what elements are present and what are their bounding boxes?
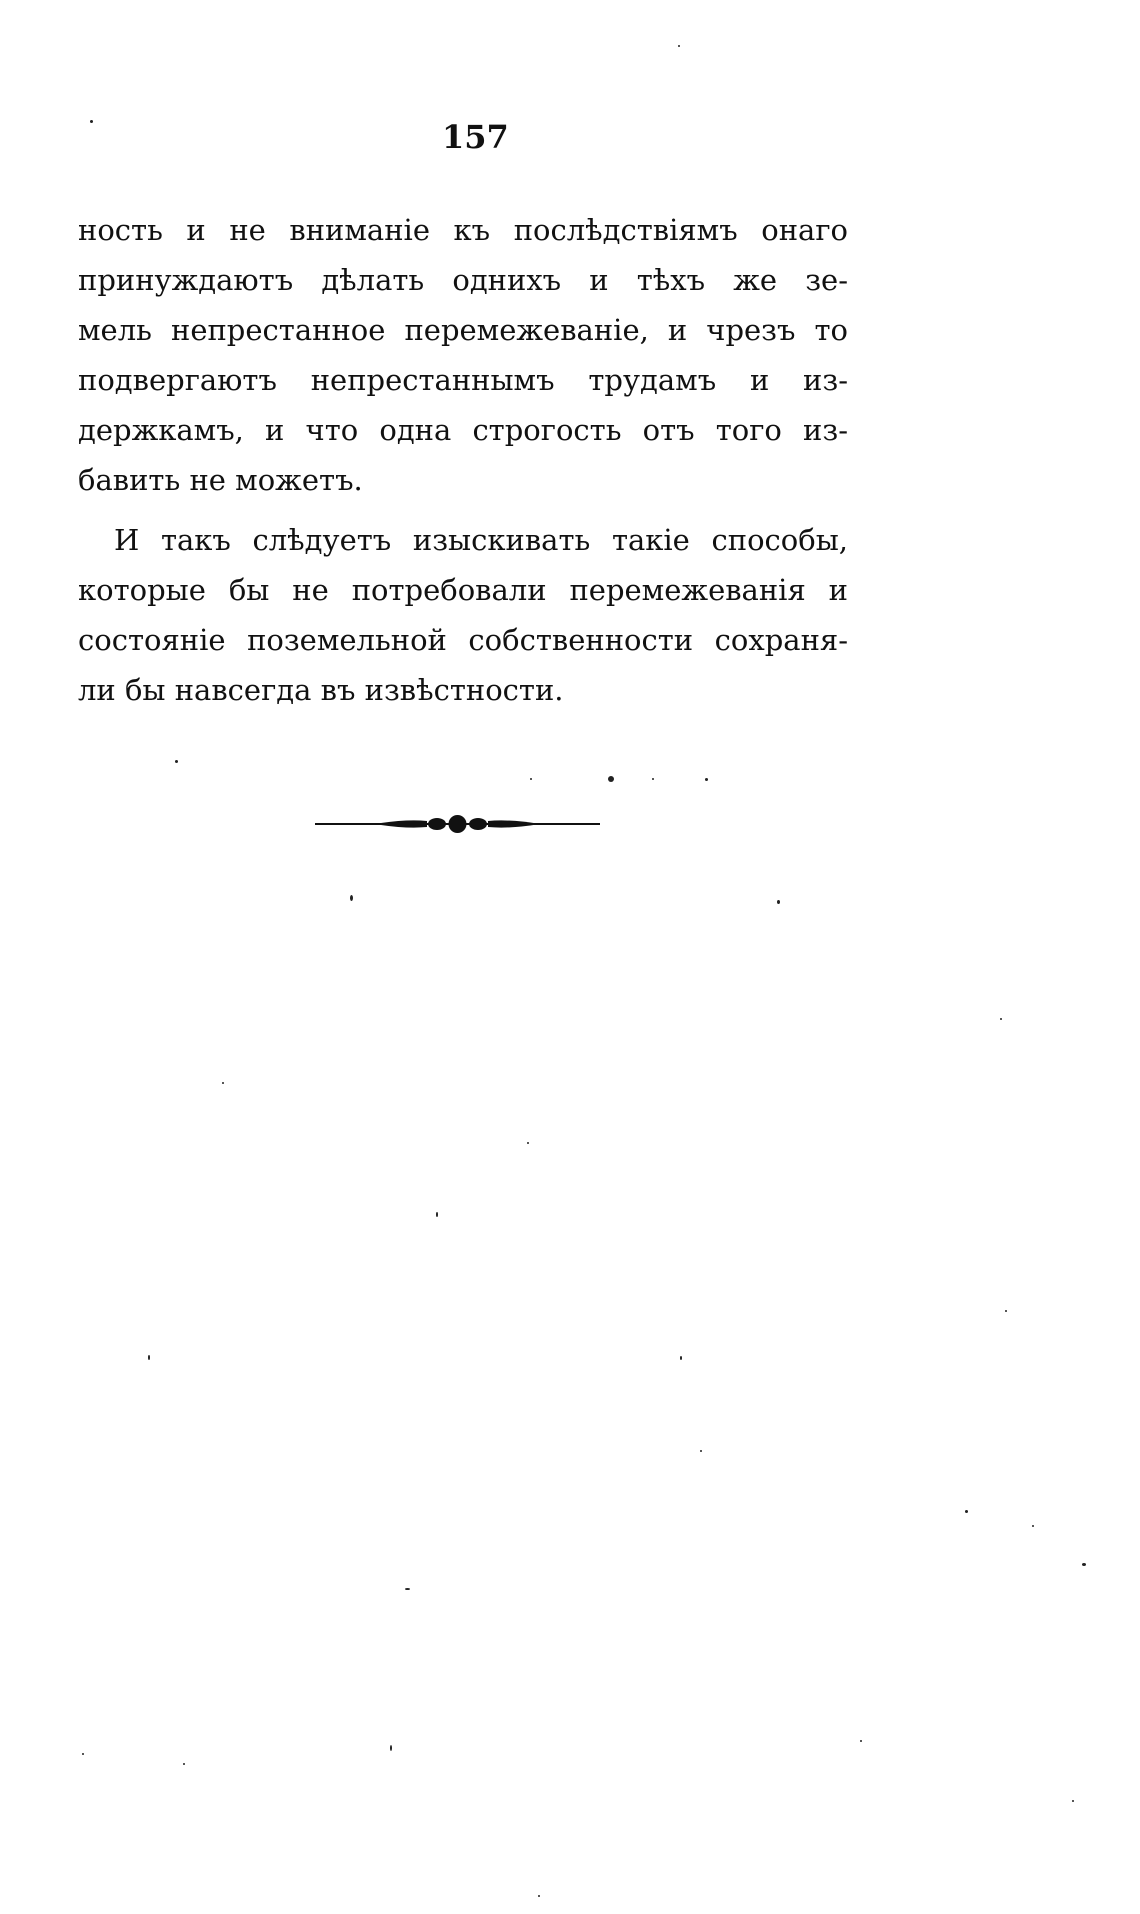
- scan-speck: [705, 778, 708, 781]
- scan-speck: [1072, 1800, 1074, 1802]
- scan-speck: [680, 1356, 682, 1360]
- scan-speck: [530, 778, 532, 780]
- scan-speck: [390, 1745, 392, 1751]
- scan-speck: [350, 895, 353, 901]
- page-number: 157: [442, 118, 509, 156]
- text-line: состояніе поземельной собственности сохраня-: [78, 623, 848, 657]
- body-text: [78, 205, 848, 715]
- scan-speck: [538, 1895, 540, 1897]
- scan-speck: [405, 1588, 410, 1590]
- text-line: мель непрестанное перемежеваніе, и чрезъ то: [78, 313, 848, 347]
- scan-speck: [1082, 1563, 1086, 1566]
- scan-speck: [700, 1450, 702, 1452]
- scan-speck: [1005, 1310, 1007, 1312]
- scan-speck: [175, 760, 178, 763]
- scan-speck: [1000, 1018, 1002, 1020]
- text-line: держкамъ, и что одна строгость отъ того из-: [78, 413, 848, 447]
- text-line: бавить не можетъ.: [78, 463, 363, 497]
- text-line: ность и не вниманіе къ послѣдствіямъ онаго: [78, 213, 848, 247]
- scan-speck: [965, 1510, 968, 1513]
- decorative-rule-ornament: [315, 813, 600, 835]
- scan-speck: [90, 120, 93, 123]
- text-line: подвергаютъ непрестаннымъ трудамъ и из-: [78, 363, 848, 397]
- scan-speck: [183, 1763, 185, 1765]
- scan-speck: [1032, 1525, 1034, 1527]
- text-line: И такъ слѣдуетъ изыскивать такіе способы,: [114, 523, 848, 557]
- scan-speck: [222, 1082, 224, 1084]
- scan-speck: [436, 1212, 438, 1217]
- text-line: ли бы навсегда въ извѣстности.: [78, 673, 564, 707]
- scan-speck: [527, 1142, 529, 1144]
- paragraph-1: [78, 205, 848, 505]
- scan-speck: [652, 778, 654, 780]
- scan-speck: [678, 45, 680, 47]
- text-line: принуждаютъ дѣлать однихъ и тѣхъ же зе-: [78, 263, 848, 297]
- paragraph-2: [78, 515, 848, 715]
- scan-speck: [148, 1355, 150, 1360]
- scan-speck: [860, 1740, 862, 1742]
- scan-speck: [608, 776, 614, 782]
- scan-speck: [82, 1753, 84, 1755]
- scan-speck: [777, 900, 780, 904]
- text-line: которые бы не потребовали перемежеванія и: [78, 573, 848, 607]
